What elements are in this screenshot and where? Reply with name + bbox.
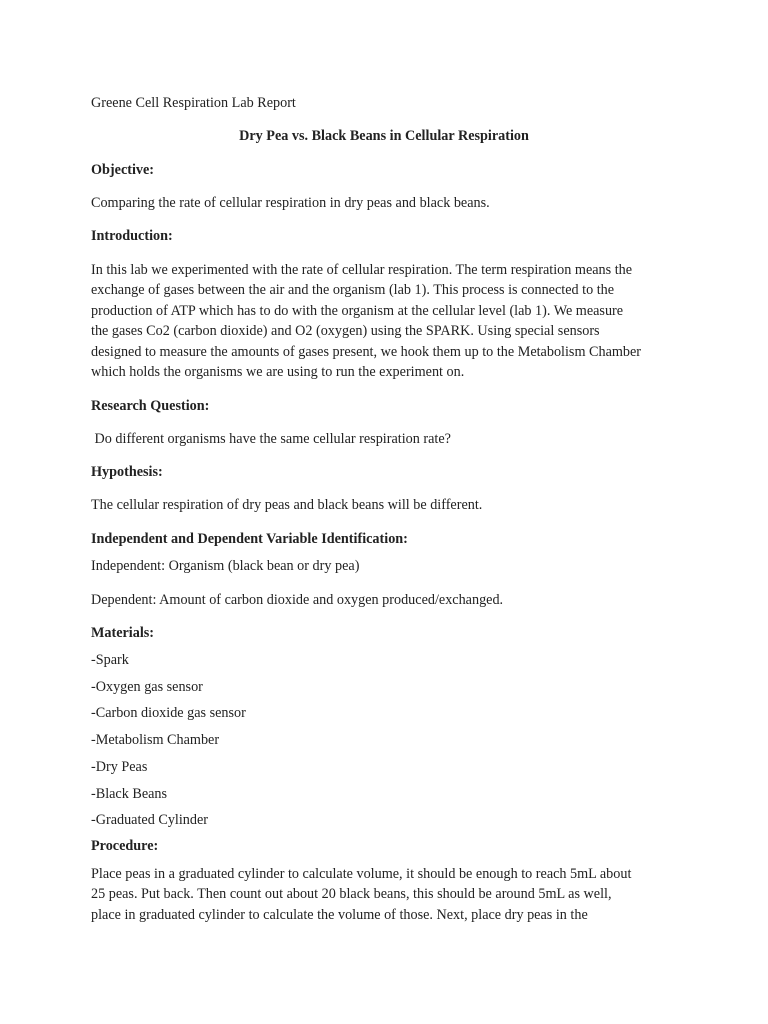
materials-item: -Metabolism Chamber [91, 732, 220, 748]
dependent-variable: Dependent: Amount of carbon dioxide and oxygen produced/exchanged. [91, 592, 504, 608]
hypothesis-text: The cellular respiration of dry peas and black beans will be different. [91, 497, 483, 513]
materials-item: -Graduated Cylinder [91, 812, 209, 828]
objective-text: Comparing the rate of cellular respiration in dry peas and black beans. [91, 195, 490, 211]
procedure-heading: Procedure: [91, 838, 159, 854]
materials-item: -Carbon dioxide gas sensor [91, 705, 246, 721]
research-question-heading: Research Question: [91, 398, 210, 414]
procedure-line: place in graduated cylinder to calculate the volume of those. Next, place dry peas in the [91, 906, 588, 923]
materials-item: -Spark [91, 652, 129, 668]
materials-item: -Black Beans [91, 786, 168, 802]
introduction-line: exchange of gases between the air and the organism (lab 1). This process is connected to the [91, 282, 615, 299]
introduction-line: the gases Co2 (carbon dioxide) and O2 (oxygen) using the SPARK. Using special sensors [91, 323, 600, 340]
introduction-line: which holds the organisms we are using to run the experiment on. [91, 364, 465, 381]
procedure-line: 25 peas. Put back. Then count out about 20 black beans, this should be around 5mL as well, [91, 886, 612, 903]
independent-variable: Independent: Organism (black bean or dry pea) [91, 558, 360, 574]
materials-item: -Dry Peas [91, 759, 148, 775]
variables-heading: Independent and Dependent Variable Identification: [91, 531, 408, 547]
introduction-line: In this lab we experimented with the rate of cellular respiration. The term respiration means the [91, 262, 633, 278]
procedure-paragraph [91, 864, 681, 925]
hypothesis-heading: Hypothesis: [91, 464, 163, 480]
introduction-line: designed to measure the amounts of gases present, we hook them up to the Metabolism Chamber [91, 343, 642, 360]
research-question-text: Do different organisms have the same cellular respiration rate? [91, 431, 451, 447]
procedure-line: Place peas in a graduated cylinder to calculate volume, it should be enough to reach 5mL about [91, 866, 632, 882]
document-header: Greene Cell Respiration Lab Report [91, 95, 296, 111]
introduction-paragraph [91, 260, 681, 382]
objective-heading: Objective: [91, 162, 155, 178]
introduction-heading: Introduction: [91, 228, 173, 244]
document-title: Dry Pea vs. Black Beans in Cellular Respiration [239, 128, 529, 144]
introduction-line: production of ATP which has to do with the organism at the cellular level (lab 1). We measure [91, 302, 624, 319]
materials-item: -Oxygen gas sensor [91, 679, 203, 695]
materials-heading: Materials: [91, 625, 155, 641]
